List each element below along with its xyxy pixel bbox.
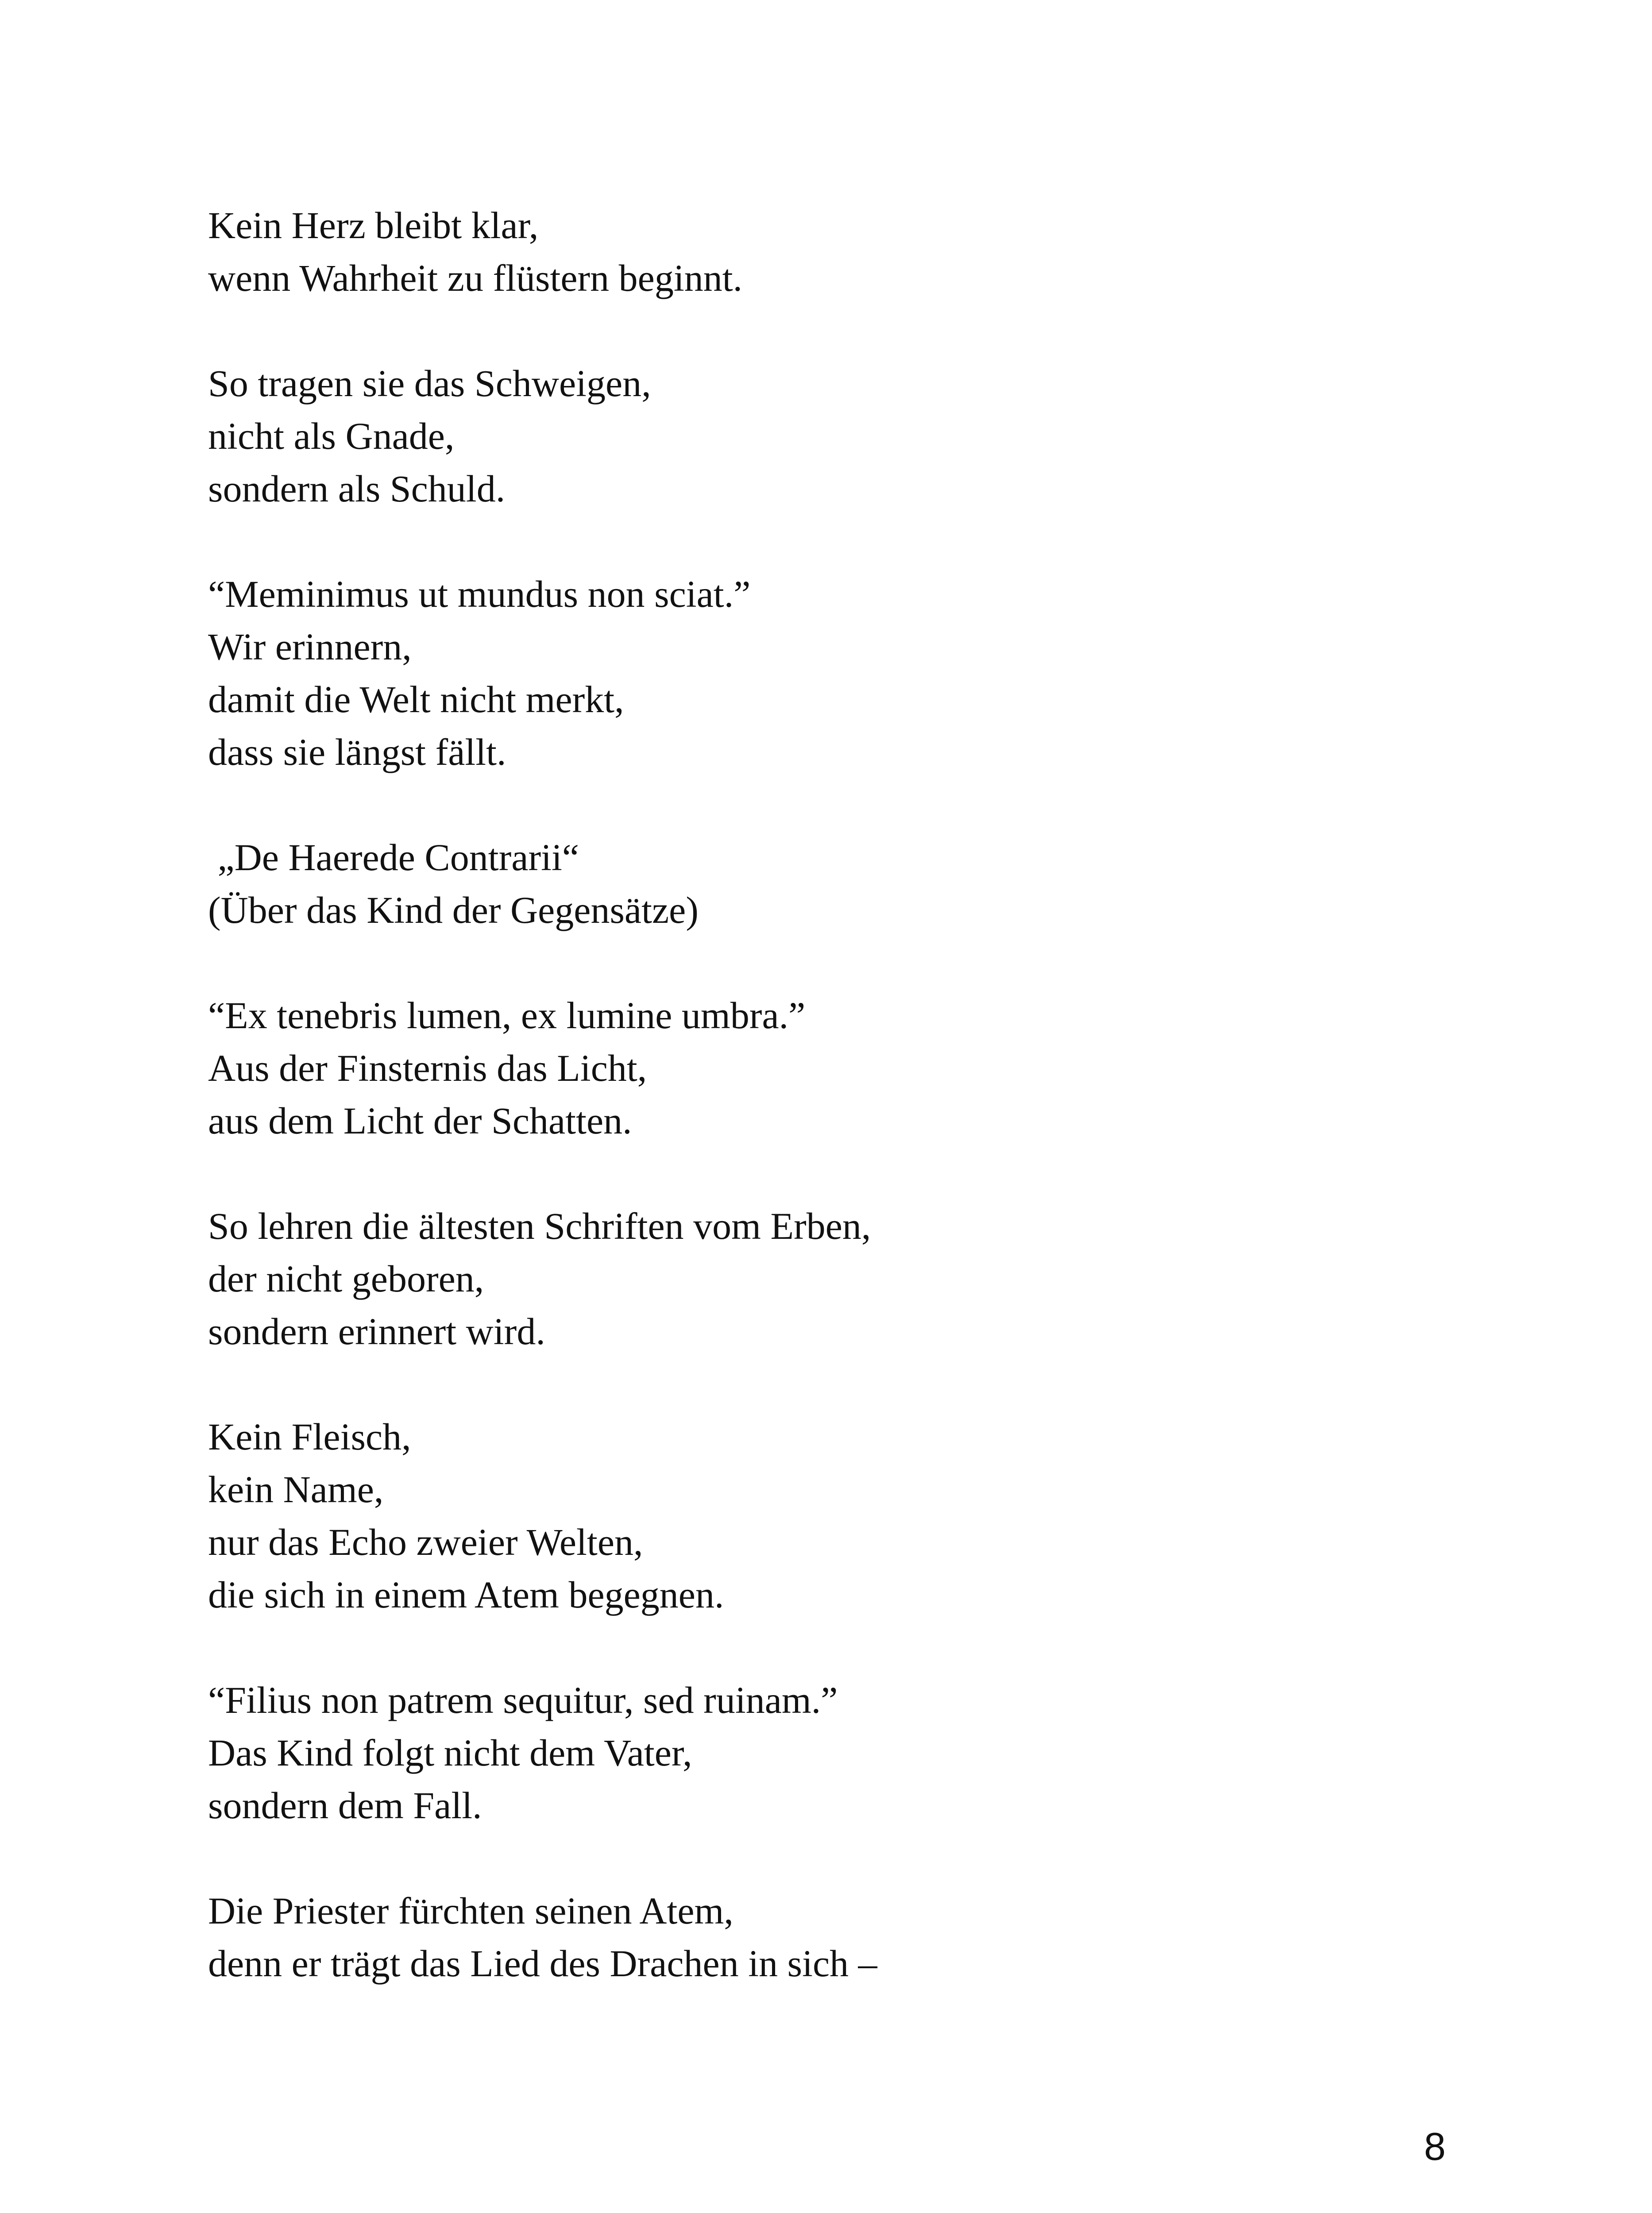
- poem-line: So lehren die ältesten Schriften vom Erben,: [208, 1205, 871, 1247]
- stanza: [208, 357, 1536, 515]
- stanza: [208, 831, 1536, 937]
- poem-line: sondern erinnert wird.: [208, 1310, 545, 1353]
- poem-line: “Ex tenebris lumen, ex lumine umbra.”: [208, 994, 806, 1037]
- stanza: [208, 568, 1536, 779]
- poem-line: nicht als Gnade,: [208, 415, 455, 457]
- poem-line: damit die Welt nicht merkt,: [208, 678, 624, 721]
- poem-line: denn er trägt das Lied des Drachen in sich –: [208, 1942, 877, 1985]
- poem-line: nur das Echo zweier Welten,: [208, 1521, 643, 1563]
- poem-line: Aus der Finsternis das Licht,: [208, 1047, 647, 1089]
- poem-line: aus dem Licht der Schatten.: [208, 1099, 632, 1142]
- page-number: 8: [1424, 2124, 1446, 2168]
- poem-line: dass sie längst fällt.: [208, 731, 506, 773]
- poem-line: Das Kind folgt nicht dem Vater,: [208, 1731, 692, 1774]
- poem-line: kein Name,: [208, 1468, 384, 1511]
- stanza: [208, 1674, 1536, 1832]
- poem-line: “Meminimus ut mundus non sciat.”: [208, 573, 751, 615]
- poem-line: “Filius non patrem sequitur, sed ruinam.”: [208, 1679, 838, 1721]
- stanza: [208, 1411, 1536, 1621]
- poem-line: die sich in einem Atem begegnen.: [208, 1573, 724, 1616]
- poem-line: (Über das Kind der Gegensätze): [208, 889, 699, 931]
- poem-line: der nicht geboren,: [208, 1257, 484, 1300]
- poem-text: [208, 199, 1536, 2043]
- stanza: [208, 989, 1536, 1147]
- poem-line: Kein Fleisch,: [208, 1415, 411, 1458]
- poem-line: sondern als Schuld.: [208, 467, 506, 510]
- poem-line: Wir erinnern,: [208, 625, 412, 668]
- poem-line: sondern dem Fall.: [208, 1784, 482, 1827]
- poem-line: So tragen sie das Schweigen,: [208, 362, 651, 405]
- stanza: [208, 199, 1536, 305]
- stanza: [208, 1885, 1536, 1990]
- poem-line: Die Priester fürchten seinen Atem,: [208, 1889, 733, 1932]
- poem-line: Kein Herz bleibt klar,: [208, 204, 539, 247]
- poem-line: „De Haerede Contrarii“: [208, 836, 579, 879]
- stanza: [208, 1200, 1536, 1358]
- poem-line: wenn Wahrheit zu flüstern beginnt.: [208, 257, 743, 299]
